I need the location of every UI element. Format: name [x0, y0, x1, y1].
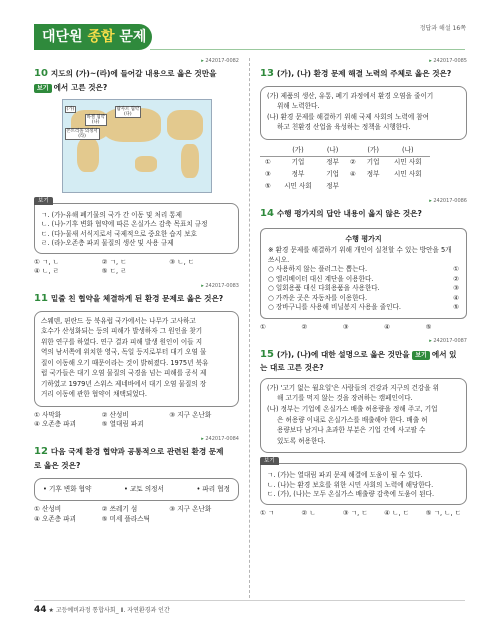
table-head-cell	[345, 145, 361, 157]
land-australia	[135, 156, 157, 172]
answer-reference: 정답과 해설 16쪽	[419, 25, 466, 32]
unit-title-pre: 대단원	[42, 29, 88, 45]
table-head-cell: (가)	[276, 145, 320, 157]
table-head-cell: (나)	[386, 145, 430, 157]
passage-line: 하고 친환경 산업을 육성하는 정책을 시행한다.	[277, 123, 411, 132]
sheet-item-text: ○ 가까운 곳은 자동차를 이용한다.	[268, 293, 368, 302]
choice-4[interactable]: ④	[384, 322, 391, 331]
unit-title-post: 문제	[114, 29, 147, 45]
question-title	[260, 66, 467, 82]
question-number: 12	[34, 446, 48, 458]
map-label-ra-text: 몬트리올 의정서	[66, 128, 98, 134]
question-code: ▸ 242017-0085	[260, 58, 467, 65]
table-cell	[345, 181, 361, 193]
question-title	[34, 444, 239, 471]
footer-caption: ★ 고등예비과정 통합사회_ Ⅱ. 자연환경과 인간	[46, 607, 170, 614]
answer-choices	[34, 258, 239, 277]
question-10	[34, 58, 239, 277]
map-label-na	[85, 114, 107, 127]
choice-4[interactable]: ④ 오존층 파괴	[34, 514, 76, 523]
sheet-title: 수행 평가지	[345, 234, 382, 243]
choice-2[interactable]: ② ㄴ	[301, 508, 316, 517]
table-cell: ⑤	[264, 181, 271, 190]
page-number: 44	[34, 605, 47, 615]
question-number: 11	[34, 293, 48, 305]
table-cell: 정부	[326, 158, 339, 167]
question-code: ▸ 242017-0083	[34, 283, 239, 290]
passage-line: 거리 이동에 관한 협약이 채택되었다.	[41, 390, 148, 399]
land-south-america	[181, 144, 199, 178]
choice-2[interactable]: ② 산성비	[101, 410, 129, 419]
question-title	[34, 66, 239, 93]
choice-1[interactable]: ① 산성비	[34, 505, 62, 514]
question-text-3: 는 대로 고른 것은?	[260, 363, 324, 373]
bogi-box-tag: 보기	[34, 197, 53, 205]
passage-box	[260, 86, 467, 140]
question-text: 다음 국제 환경 협약과 공통적으로 관련된 환경 문제	[50, 447, 224, 457]
question-15	[260, 338, 467, 518]
question-text-2: 에서 고른 것은?	[53, 82, 108, 92]
sheet-item-number: ①	[453, 265, 459, 274]
passage-line: 위한 연구를 하였다. 연구 결과 피해 발생 원인이 이들 지	[41, 337, 203, 346]
sheet-item-number: ⑤	[453, 303, 459, 312]
map-label-da	[115, 106, 142, 119]
choice-2[interactable]: ②	[301, 322, 308, 331]
table-cell: 정부	[366, 170, 380, 179]
question-text: 지도의 (가)~(라)에 들어갈 내용으로 옳은 것만을	[50, 69, 217, 79]
sheet-item	[268, 284, 459, 294]
passage-line: 스웨덴, 핀란드 등 북유럽 국가에서는 나무가 고사하고	[41, 316, 196, 325]
treaty-item: • 교토 의정서	[123, 484, 164, 493]
sheet-item	[268, 265, 459, 275]
bogi-tag: 보기	[34, 84, 52, 93]
footer-divider	[34, 600, 465, 601]
sheet-item-text: ○ 사용하지 않는 플러그는 뽑는다.	[268, 265, 368, 274]
question-14	[260, 198, 467, 332]
table-cell: 시민 사회	[393, 170, 422, 179]
sheet-item-number: ④	[453, 293, 459, 302]
choice-2[interactable]: ② ㄱ, ㄷ	[101, 257, 127, 266]
table-cell: 시민 사회	[284, 181, 312, 190]
assessment-sheet	[260, 228, 467, 319]
answer-choices	[260, 509, 467, 519]
passage-line: (가) 제품의 생산, 유통, 폐기 과정에서 환경 오염을 줄이기	[267, 91, 434, 100]
choice-5[interactable]: ⑤ ㄱ, ㄴ, ㄷ	[425, 508, 462, 517]
bogi-box-tag: 보기	[260, 457, 279, 465]
option-table-head	[260, 145, 430, 157]
treaty-box	[34, 478, 239, 502]
sheet-item-number: ②	[453, 274, 459, 283]
question-code: ▸ 242017-0082	[34, 58, 239, 65]
question-code: ▸ 242017-0084	[34, 436, 239, 443]
table-cell	[386, 181, 430, 193]
table-head-cell: (가)	[361, 145, 386, 157]
bogi-item: ㄴ. (나)-기후 변화 협약에 따른 온실가스 감축 목표치 규정	[41, 220, 208, 229]
choice-3[interactable]: ③ 지구 온난화	[169, 505, 212, 514]
choice-5[interactable]: ⑤ 미세 플라스틱	[101, 514, 150, 523]
table-row[interactable]	[260, 169, 430, 181]
choice-4[interactable]: ④ ㄴ, ㄹ	[34, 267, 59, 276]
passage-box	[34, 311, 239, 407]
table-cell: 기업	[366, 158, 380, 167]
choice-1[interactable]: ①	[260, 322, 266, 331]
table-cell: ④	[349, 170, 356, 179]
choice-1[interactable]: ① 사막화	[34, 410, 62, 419]
choice-3[interactable]: ③	[342, 322, 349, 331]
unit-title-banner	[34, 24, 152, 50]
passage-line: 호수가 산성화되는 등의 피해가 발생하자 그 원인을 찾기	[41, 327, 203, 336]
choice-5[interactable]: ⑤	[425, 322, 432, 331]
question-code: ▸ 242017-0086	[260, 198, 467, 205]
bogi-tag: 보기	[412, 351, 430, 360]
unit-title-highlight: 종합	[87, 29, 115, 45]
question-title	[34, 291, 239, 307]
question-number: 15	[260, 348, 274, 360]
map-label-ra-letter: (라)	[78, 133, 86, 139]
answer-choices	[34, 411, 239, 430]
question-12	[34, 436, 239, 524]
sheet-item	[268, 294, 459, 304]
question-title	[260, 206, 467, 222]
passage-line: (가) '고기 없는 월요일'은 사람들의 건강과 지구의 건강을 위	[267, 383, 440, 392]
choice-4[interactable]: ④ 오존층 파괴	[34, 420, 76, 429]
table-head-cell: (나)	[320, 145, 345, 157]
question-title	[260, 347, 467, 374]
land-africa	[77, 138, 99, 172]
right-column	[260, 52, 467, 518]
bogi-item: ㄱ. (가)-유해 폐기물의 국가 간 이동 및 처리 통제	[41, 210, 183, 219]
passage-line: 용량보다 남거나 초과한 부분은 기업 간에 사고팔 수	[277, 426, 426, 435]
question-text-2: 에서 있	[431, 349, 457, 359]
choice-4[interactable]: ④ ㄴ, ㄷ	[384, 508, 410, 517]
table-cell: ②	[349, 158, 356, 167]
question-text: 밑줄 친 협약을 체결하게 된 환경 문제로 옳은 것은?	[50, 294, 224, 304]
map-label-ga: (가)	[66, 106, 75, 112]
passage-line: 기하였고 1979년 스위스 제네바에서 대기 오염 물질의 장	[41, 379, 207, 388]
bogi-item: ㄴ. (나)는 환경 보호를 위한 시민 사회의 노력에 해당한다.	[267, 480, 434, 489]
table-row[interactable]	[260, 181, 430, 193]
land-north-america	[167, 110, 203, 140]
passage-line: 해 고기를 먹지 않는 것을 장려하는 캠페인이다.	[277, 394, 413, 403]
passage-line: 위해 노력한다.	[277, 102, 320, 111]
question-text: 수행 평가지의 답안 내용이 옳지 않은 것은?	[276, 209, 422, 219]
question-text: (가), (나)에 대한 설명으로 옳은 것만을	[276, 349, 410, 359]
treaty-item: • 기후 변화 협약	[43, 484, 92, 493]
table-cell: 시민 사회	[393, 158, 422, 167]
sheet-item-text: ○ 일회용품 대신 다회용품을 사용한다.	[268, 284, 380, 293]
question-number: 13	[260, 68, 274, 80]
passage-line: 럽 국가들은 대기 오염 물질의 국경을 넘는 피해를 공식 제	[41, 369, 207, 378]
table-head-cell	[260, 145, 276, 157]
choice-3[interactable]: ③ ㄴ, ㄷ	[169, 257, 195, 266]
sheet-item-text: ○ 장바구니를 사용해 비닐봉지 사용을 줄인다.	[268, 303, 401, 312]
choice-1[interactable]: ① ㄱ	[260, 508, 275, 517]
question-number: 14	[260, 208, 274, 220]
bogi-box	[260, 458, 467, 505]
table-cell: 정부	[291, 170, 305, 179]
header-divider	[150, 49, 465, 50]
answer-choices	[260, 323, 467, 333]
table-cell: 기업	[291, 158, 305, 167]
table-row[interactable]	[260, 157, 430, 169]
passage-line: 질이 이동해 오기 때문이라는 것이 밝혀졌다. 1975년 북유	[41, 358, 209, 367]
passage-line: 역의 남서쪽에 위치한 영국, 독일 등지로부터 대기 오염 물	[41, 348, 207, 357]
bogi-item: ㄹ. (라)-오존층 파괴 물질의 생산 및 사용 규제	[41, 239, 174, 248]
bogi-item: ㄷ. (가), (나)는 모두 온실가스 배출량 감축에 도움이 된다.	[267, 490, 435, 499]
choice-5[interactable]: ⑤ 열대림 파괴	[101, 420, 144, 429]
choice-2[interactable]: ② 쓰레기 섬	[101, 505, 138, 514]
question-text: (가), (나) 환경 문제 해결 노력의 주체로 옳은 것은?	[276, 69, 452, 79]
map-label-na-text: 바젤 협약	[86, 114, 105, 120]
question-code: ▸ 242017-0087	[260, 338, 467, 345]
bogi-item: ㄱ. (가)는 열대림 파괴 문제 해결에 도움이 될 수 있다.	[267, 471, 423, 480]
choice-1[interactable]: ① ㄱ, ㄴ	[34, 257, 59, 266]
table-cell: 기업	[326, 170, 339, 179]
map-label-ra	[65, 128, 100, 141]
choice-3[interactable]: ③ ㄱ, ㄷ	[342, 508, 368, 517]
sheet-item-number: ③	[453, 284, 459, 293]
bogi-item: ㄷ. (다)-물새 서식지로서 국제적으로 중요한 습지 보호	[41, 229, 197, 238]
passage-line: 있도록 허용한다.	[277, 436, 326, 445]
sheet-item	[268, 303, 459, 313]
choice-3[interactable]: ③ 지구 온난화	[169, 410, 212, 419]
answer-choices	[34, 505, 239, 524]
treaty-item: • 파리 협정	[196, 484, 230, 493]
option-table	[260, 145, 430, 192]
bogi-box	[34, 197, 239, 254]
map-label-da-letter: (다)	[123, 111, 132, 117]
map-label-da-text: 람사르 협약	[116, 106, 140, 112]
question-text-2: 로 옳은 것은?	[34, 460, 81, 470]
column-divider	[249, 58, 250, 598]
world-map	[62, 99, 212, 193]
table-cell: 정부	[326, 181, 339, 190]
table-cell: ③	[264, 170, 271, 179]
choice-5[interactable]: ⑤ ㄷ, ㄹ	[101, 267, 127, 276]
question-13	[260, 58, 467, 192]
question-11	[34, 283, 239, 430]
passage-box	[260, 378, 467, 453]
table-cell: ①	[264, 158, 271, 167]
sheet-item	[268, 275, 459, 285]
map-label-na-letter: (나)	[91, 119, 100, 125]
question-number: 10	[34, 68, 48, 80]
table-cell	[361, 181, 386, 193]
page-footer	[34, 604, 170, 617]
sheet-item-text: ○ 엘리베이터 대신 계단을 이용한다.	[268, 274, 374, 283]
left-column	[34, 52, 239, 524]
passage-line: 은 허용량 이내로 온실가스를 배출해야 한다. 배출 허	[277, 415, 428, 424]
sheet-instruction: ※ 환경 문제를 해결하기 위해 개인이 실천할 수 있는 방안을 5개 쓰시오.	[268, 246, 452, 264]
passage-line: (나) 환경 문제를 해결하기 위해 국제 사회의 노력에 참여	[267, 112, 430, 121]
passage-line: (나) 정부는 기업에 온실가스 배출 허용량을 정해 주고, 기업	[267, 405, 438, 413]
